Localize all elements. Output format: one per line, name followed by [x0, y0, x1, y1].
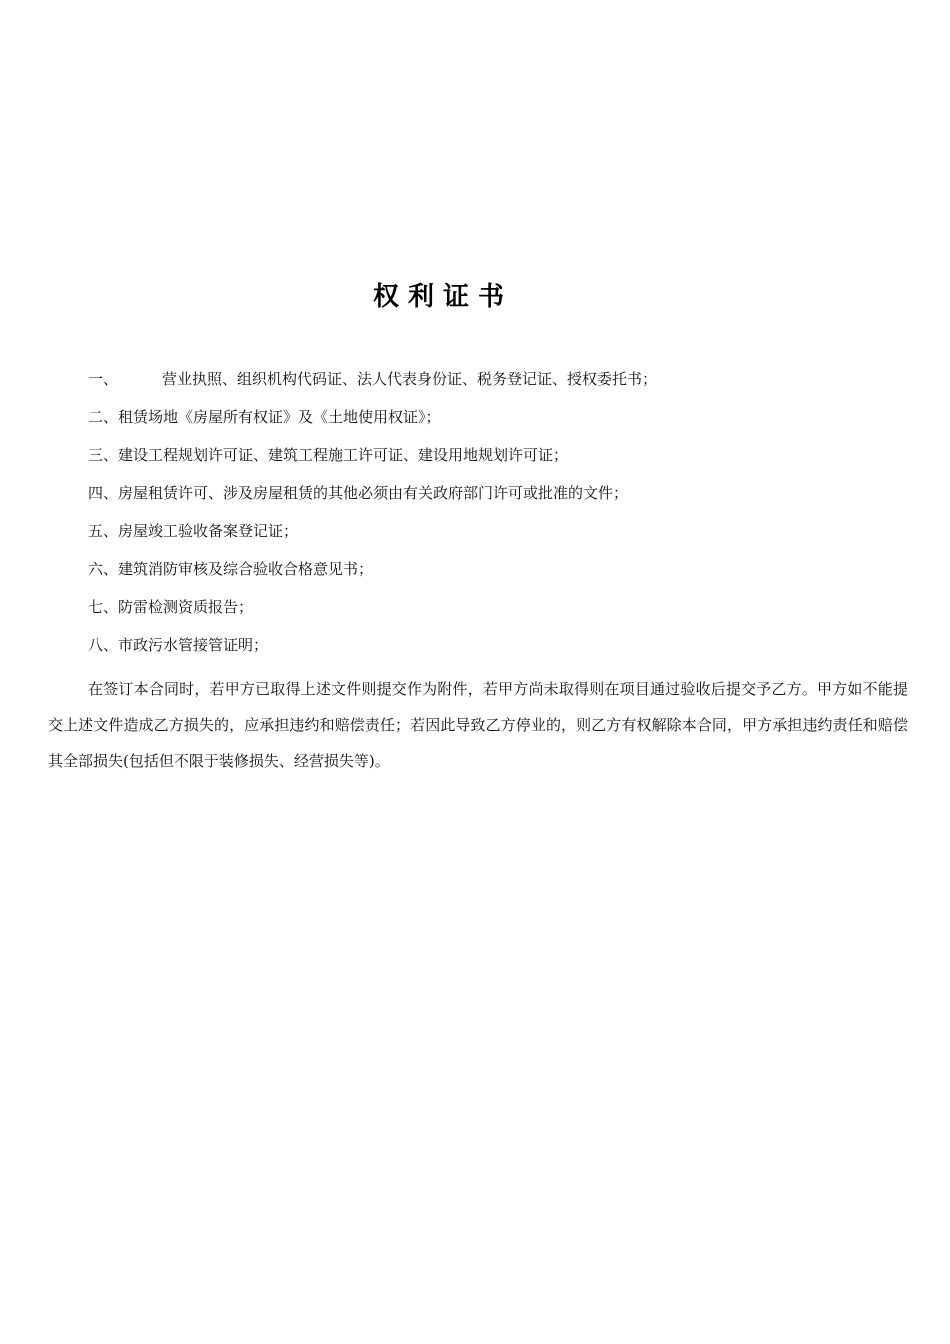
item-number: 八、 — [88, 636, 119, 654]
item-text: 建筑消防审核及综合验收合格意见书； — [118, 560, 374, 578]
item-text: 营业执照、组织机构代码证、法人代表身份证、税务登记证、授权委托书； — [162, 370, 658, 388]
document-title: 权利证书 — [372, 282, 513, 312]
item-number: 五、 — [88, 522, 119, 540]
list-item — [88, 367, 908, 405]
item-text: 房屋租赁许可、涉及房屋租赁的其他必须由有关政府部门许可或批准的文件； — [118, 484, 629, 502]
item-text: 建设工程规划许可证、建筑工程施工许可证、建设用地规划许可证； — [118, 446, 569, 464]
list-item — [88, 519, 908, 557]
item-text: 租赁场地《房屋所有权证》及《土地使用权证》； — [118, 408, 441, 426]
item-number: 七、 — [88, 598, 119, 616]
item-text: 防雷检测资质报告； — [118, 598, 254, 616]
list-item — [88, 481, 908, 519]
item-number: 二、 — [88, 408, 119, 426]
item-number: 一、 — [88, 370, 119, 388]
list-item — [88, 633, 908, 671]
list-item — [88, 557, 908, 595]
item-text: 市政污水管接管证明； — [118, 636, 269, 654]
item-number: 三、 — [88, 446, 119, 464]
item-number: 六、 — [88, 560, 119, 578]
certificate-list — [88, 367, 908, 671]
list-item — [88, 405, 908, 443]
body-paragraph: 在签订本合同时，若甲方已取得上述文件则提交作为附件，若甲方尚未取得则在项目通过验收后提交予乙方。甲方如不能提交上述文件造成乙方损失的，应承担违约和赔偿责任；若因此导致乙方停业的，则乙方有权解除本合同，甲方承担违约责任和赔偿其全部损失(包括但不限于装修损失、经营损失等)。 — [48, 680, 908, 770]
list-item — [88, 443, 908, 481]
list-item — [88, 595, 908, 633]
item-number: 四、 — [88, 484, 119, 502]
item-text: 房屋竣工验收备案登记证； — [118, 522, 299, 540]
